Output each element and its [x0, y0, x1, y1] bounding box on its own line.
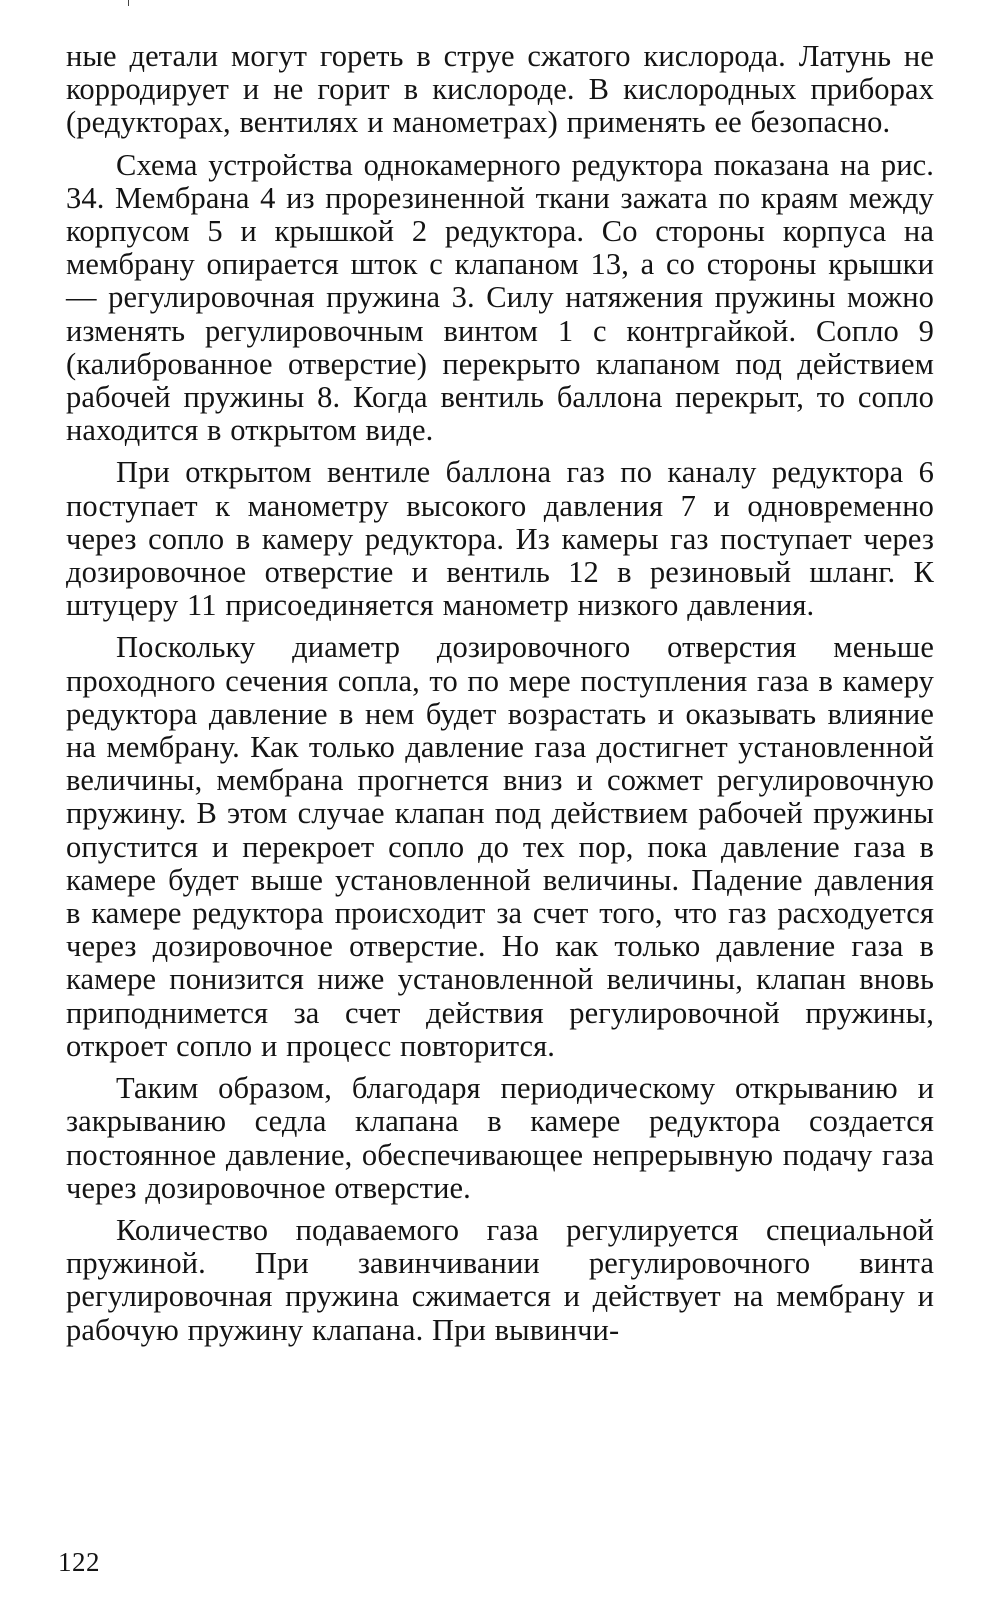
- paragraph-3: При открытом вентиле баллона газ по каналу редуктора 6 поступает к манометру высокого давления 7 и одновременно через сопло в камеру редуктора. Из камеры газ поступает через дозировочное отверстие и вентиль 12 в резиновый шланг. К штуцеру 11 присоединяется манометр низкого давления.: [66, 455, 934, 623]
- paragraph-5: Таким образом, благодаря периодическому открыванию и закрыванию седла клапана в камере редуктора создается постоянное давление, обеспечивающее непрерывную подачу газа через дозировочное отверстие.: [66, 1071, 934, 1205]
- page-number: 122: [58, 1547, 100, 1577]
- paragraph-2: Схема устройства однокамерного редуктора показана на рис. 34. Мембрана 4 из прорезиненной ткани зажата по краям между корпусом 5 и крышкой 2 редуктора. Со стороны корпуса на мембрану опирается шток с клапаном 13, а со стороны крышки — регулировочная пружина 3. Силу натяжения пружины можно изменять регулировочным винтом 1 с контргайкой. Сопло 9 (калиброванное отверстие) перекрыто клапаном под действием рабочей пружины 8. Когда вентиль баллона перекрыт, то сопло находится в открытом виде.: [66, 147, 934, 448]
- paragraph-1: ные детали могут гореть в струе сжатого кислорода. Латунь не корродирует и не горит в кислороде. В кислородных приборах (редукторах, вентилях и манометрах) применять ее безопасно.: [66, 39, 934, 140]
- paragraph-6: Количество подаваемого газа регулируется специальной пружиной. При завинчивании регулировочного винта регулировочная пружина сжимается и действует на мембрану и рабочую пружину клапана. При вывинчи-: [66, 1212, 934, 1347]
- scan-artifact-mark: [128, 0, 129, 6]
- paragraph-4: Поскольку диаметр дозировочного отверстия меньше проходного сечения сопла, то по мере поступления газа в камеру редуктора давление в нем будет возрастать и оказывать влияние на мембрану. Как только давление газа достигнет установленной величины, мембрана прогнется вниз и сожмет регулировочную пружину. В этом случае клапан под действием рабочей пружины опустится и перекроет сопло до тех пор, пока давление газа в камере будет выше установленной величины. Падение давления в камере редуктора происходит за счет того, что газ расходуется через дозировочное отверстие. Но как только давление газа в камере понизится ниже установленной величины, клапан вновь приподнимется за счет действия регулировочной пружины, откроет сопло и процесс повторится.: [66, 630, 934, 1063]
- page-body: [66, 40, 934, 1356]
